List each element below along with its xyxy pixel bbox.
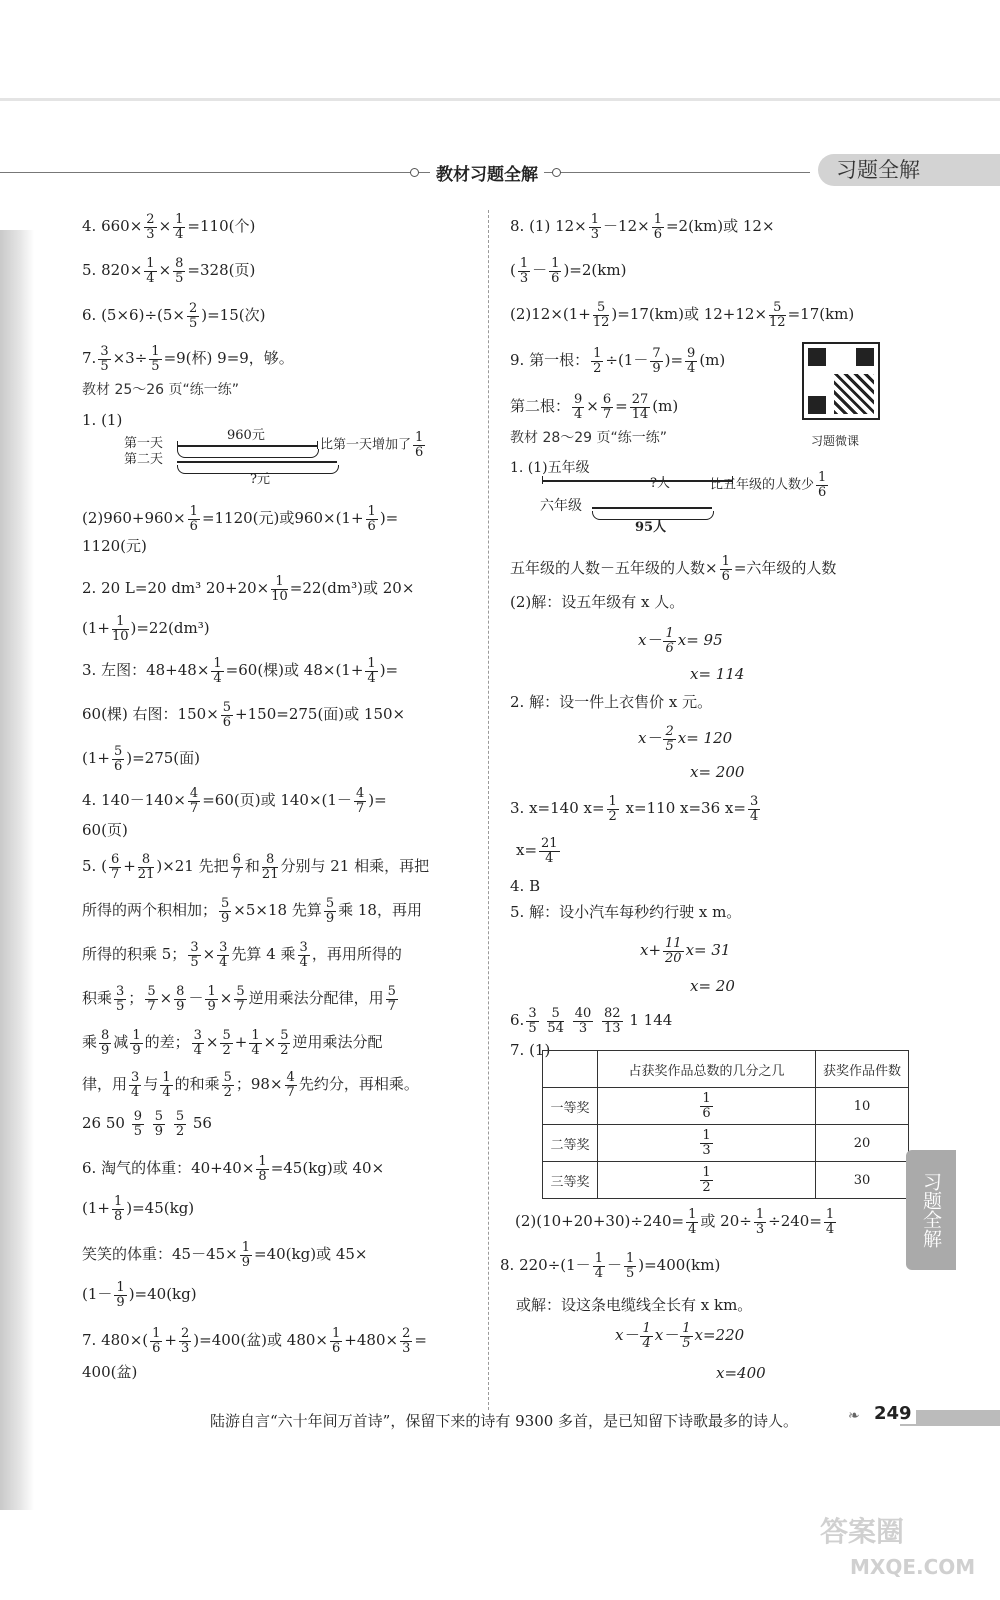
fraction: $\frac{5}{2}$: [223, 1070, 232, 1100]
fraction: $\frac{8}{5}$: [175, 256, 184, 286]
fraction: $\frac{5}{6}$: [222, 700, 232, 730]
answer-line: 2. 20 L=20 dm³ 20+20× $\frac{1}{10}$ =22(dm³)或 20×: [82, 574, 415, 604]
fraction: $\frac{1}{4}$: [825, 1207, 835, 1237]
diagram-note: 比五年级的人数少 $\frac{1}{6}$: [710, 470, 827, 500]
answer-line: 2. 解：设一件上衣售价 x 元。: [510, 693, 713, 711]
header-rule: [0, 172, 810, 173]
diagram-label: 六年级: [540, 498, 582, 514]
answer-line: (1+ $\frac{1}{8}$ )=45(kg): [82, 1194, 195, 1224]
fraction: $\frac{5}{6}$: [113, 744, 123, 774]
table-header-cell: [543, 1051, 598, 1088]
fraction: $\frac{4}{7}$: [355, 786, 365, 816]
side-tab: 习题全解: [906, 1150, 956, 1270]
qr-code[interactable]: [802, 342, 880, 420]
answer-line: x= $\frac{21}{4}$: [516, 836, 558, 866]
answer-line: 3. x=140 x= $\frac{1}{2}$ x=110 x=36 x= $\frac{3}{4}$: [510, 794, 759, 824]
answer-line: (2)(10+20+30)÷240= $\frac{1}{4}$ 或 20÷ $\frac{1}{3}$ ÷240= $\frac{1}{4}$: [515, 1207, 835, 1237]
fraction: $\frac{1}{4}$: [688, 1207, 697, 1237]
fraction: $\frac{8}{21}$: [261, 852, 279, 882]
fraction: $\frac{9}{4}$: [574, 392, 583, 422]
answer-line: 7. $\frac{3}{5}$ ×3÷ $\frac{1}{5}$ =9(杯) 9=9，够。: [82, 344, 294, 374]
diagram-note: 比第一天增加了 $\frac{1}{6}$: [320, 430, 424, 460]
fraction: $\frac{40}{3}$: [574, 1006, 592, 1036]
answer-line: 6. 淘气的体重：40+40× $\frac{1}{8}$ =45(kg)或 40×: [82, 1154, 385, 1184]
table-header-cell: 获奖作品件数: [816, 1051, 909, 1088]
question-label: 1. (1)五年级: [510, 460, 590, 476]
fraction: $\frac{1}{5}$: [682, 1321, 691, 1351]
diagram-label: 第一天: [124, 436, 164, 451]
question-label: 1. (1): [82, 411, 123, 429]
fraction: $\frac{1}{3}$: [755, 1207, 765, 1237]
answer-line: 第二根： $\frac{9}{4}$ × $\frac{6}{7}$ = $\frac{27}{14}$ (m): [510, 392, 679, 422]
section-heading: 教材 28～29 页“练一练”: [510, 430, 668, 446]
fraction: $\frac{1}{2}$: [608, 794, 617, 824]
fraction: $\frac{1}{8}$: [113, 1194, 123, 1224]
bar-tick: [177, 441, 178, 449]
fraction: $\frac{8}{21}$: [137, 852, 155, 882]
brace: [592, 511, 714, 520]
fraction: $\frac{27}{14}$: [631, 392, 649, 422]
fraction: $\frac{6}{7}$: [602, 392, 612, 422]
fraction: $\frac{8}{9}$: [176, 984, 185, 1014]
award-table: [542, 1050, 909, 1199]
answer-line: 所得的两个积相加； $\frac{5}{9}$ ×5×18 先算 $\frac{5}{9}$ 乘 18，再用: [82, 896, 422, 926]
answer-line: 6. (5×6)÷(5× $\frac{2}{5}$ )=15(次): [82, 301, 266, 331]
answer-line: (2)12×(1+ $\frac{5}{12}$ )=17(km)或 12+12× $\frac{5}{12}$ =17(km): [510, 300, 855, 330]
fraction: $\frac{3}{5}$: [190, 940, 199, 970]
fraction: $\frac{3}{4}$: [193, 1028, 202, 1058]
table-cell: 30: [816, 1162, 909, 1199]
fraction: $\frac{1}{6}$: [367, 504, 376, 534]
table-cell: 二等奖: [543, 1125, 598, 1162]
bar-tick: [542, 476, 543, 484]
fraction: $\frac{1}{6}$: [551, 256, 560, 286]
fraction: $\frac{21}{4}$: [541, 836, 558, 866]
header-left-dot: [410, 168, 419, 177]
fraction: $\frac{1}{2}$: [593, 346, 602, 376]
fraction: $\frac{1}{9}$: [207, 984, 216, 1014]
answer-line: 积乘 $\frac{3}{5}$ ； $\frac{5}{7}$ × $\frac{8}{9}$ － $\frac{1}{9}$ × $\frac{5}{7}$ 逆用乘法分配律，用 $\frac{5}{7}$: [82, 984, 396, 1014]
brand-tab: 习题全解: [818, 154, 1000, 186]
fraction: $\frac{6}{7}$: [232, 852, 241, 882]
leaf-icon: ❧: [848, 1408, 860, 1424]
table-row: [543, 1088, 909, 1125]
fraction: $\frac{1}{6}$: [653, 212, 662, 242]
qr-caption: 习题微课: [811, 434, 860, 448]
fraction: $\frac{1}{5}$: [625, 1251, 635, 1281]
answer-line: 乘 $\frac{8}{9}$ 减 $\frac{1}{9}$ 的差； $\frac{3}{4}$ × $\frac{5}{2}$ + $\frac{1}{4}$ × $\frac{5}{2}$ 逆用乘法分配: [82, 1028, 383, 1058]
fraction: $\frac{5}{2}$: [175, 1109, 185, 1139]
fraction: $\frac{5}{9}$: [221, 896, 230, 926]
answer-line: 60(棵) 右图：150× $\frac{5}{6}$ +150=275(面)或 150×: [82, 700, 406, 730]
fraction: $\frac{1}{9}$: [132, 1028, 141, 1058]
watermark-url: MXQE.COM: [850, 1555, 976, 1579]
answer-line: 1120(元): [82, 537, 147, 555]
table-header-row: [543, 1051, 909, 1088]
fraction: $\frac{3}{4}$: [749, 794, 759, 824]
fraction: $\frac{5}{7}$: [387, 984, 396, 1014]
answer-line: 9. 第一根： $\frac{1}{2}$ ÷(1－ $\frac{7}{9}$ )= $\frac{9}{4}$ (m): [510, 346, 726, 376]
equation-line: x= 20: [690, 977, 735, 995]
fraction: $\frac{5}{9}$: [154, 1109, 164, 1139]
fraction: $\frac{1}{4}$: [162, 1070, 171, 1100]
column-divider: [488, 210, 489, 1410]
day2-bar: [177, 461, 337, 463]
answer-line: 笑笑的体重：45－45× $\frac{1}{9}$ =40(kg)或 45×: [82, 1240, 368, 1270]
fraction: $\frac{1}{9}$: [241, 1240, 251, 1270]
question-label: 7. (1): [510, 1041, 551, 1059]
fraction: $\frac{1}{6}$: [721, 554, 730, 584]
answer-line: 8. (1) 12× $\frac{1}{3}$ －12× $\frac{1}{6}$ =2(km)或 12×: [510, 212, 775, 242]
footer-fact: 陆游自言“六十年间万首诗”，保留下来的诗有 9300 多首，是已知留下诗歌最多的诗人。: [210, 1412, 799, 1430]
bar-tick: [317, 441, 318, 449]
fraction: $\frac{2}{5}$: [665, 724, 674, 754]
equation-line: x－ $\frac{2}{5}$ x= 120: [638, 724, 733, 754]
table-cell: 一等奖: [543, 1088, 598, 1125]
fraction: $\frac{3}{4}$: [219, 940, 228, 970]
equation-line: x－ $\frac{1}{6}$ x= 95: [638, 626, 723, 656]
watermark-logo: 答案圈: [820, 1515, 905, 1548]
answer-line: 5. 820× $\frac{1}{4}$ × $\frac{8}{5}$ =328(页): [82, 256, 256, 286]
fraction: $\frac{5}{7}$: [236, 984, 245, 1014]
brace: [177, 449, 319, 458]
table-cell: $\frac{1}{2}$: [598, 1162, 816, 1199]
equation-line: x－ $\frac{1}{4}$ x－ $\frac{1}{5}$ x=220: [615, 1321, 745, 1351]
fraction: $\frac{3}{5}$: [100, 344, 109, 374]
equation-line: x+ $\frac{11}{20}$ x= 31: [640, 936, 731, 966]
fraction: $\frac{1}{9}$: [116, 1280, 125, 1310]
day1-bar: [177, 445, 317, 447]
fraction: $\frac{8}{9}$: [101, 1028, 110, 1058]
fraction: $\frac{11}{20}$: [665, 936, 682, 966]
fraction: $\frac{6}{7}$: [110, 852, 120, 882]
diagram-label: ?元: [250, 472, 270, 487]
table-cell: $\frac{1}{6}$: [598, 1088, 816, 1125]
fraction: $\frac{1}{4}$: [594, 1251, 603, 1281]
answer-line: 400(盆): [82, 1363, 138, 1381]
fraction: $\frac{1}{8}$: [258, 1154, 267, 1184]
page-number: 249: [870, 1403, 916, 1424]
fraction: $\frac{1}{4}$: [251, 1028, 260, 1058]
answer-line: 所得的积乘 5； $\frac{3}{5}$ × $\frac{3}{4}$ 先算 4 乘 $\frac{3}{4}$ ，再用所得的: [82, 940, 402, 970]
fraction: $\frac{1}{5}$: [151, 344, 160, 374]
equation-line: x= 114: [690, 665, 745, 683]
answer-line: 5. ( $\frac{6}{7}$ + $\frac{8}{21}$ )×21 先把 $\frac{6}{7}$ 和 $\frac{8}{21}$ 分别与 21 相乘，再把: [82, 852, 430, 882]
fraction: $\frac{1}{4}$: [175, 212, 184, 242]
equation-line: x= 200: [690, 763, 745, 781]
page-top-edge: [0, 98, 1000, 101]
answer-line: (2)解：设五年级有 x 人。: [510, 593, 685, 611]
section-heading: 教材 25～26 页“练一练”: [82, 382, 240, 398]
answer-line: (1+ $\frac{5}{6}$ )=275(面): [82, 744, 201, 774]
answer-line: 8. 220÷(1－ $\frac{1}{4}$ － $\frac{1}{5}$ )=400(km): [500, 1251, 721, 1281]
fraction: $\frac{1}{6}$: [152, 1326, 161, 1356]
fraction: $\frac{5}{7}$: [147, 984, 156, 1014]
diagram-label: 960元: [227, 428, 265, 443]
fraction: $\frac{3}{4}$: [299, 940, 308, 970]
diagram-label: 第二天: [124, 452, 164, 467]
answer-line: 律，用 $\frac{3}{4}$ 与 $\frac{1}{4}$ 的和乘 $\frac{5}{2}$ ；98× $\frac{4}{7}$ 先约分，再相乘。: [82, 1070, 419, 1100]
fraction: $\frac{2}{3}$: [402, 1326, 411, 1356]
table-cell: 三等奖: [543, 1162, 598, 1199]
fraction: $\frac{3}{5}$: [528, 1006, 537, 1036]
table-cell: 20: [816, 1125, 909, 1162]
fraction: $\frac{4}{7}$: [189, 786, 199, 816]
grade6-bar: [592, 507, 712, 509]
page-header-title: 教材习题全解: [430, 160, 544, 185]
fraction: $\frac{2}{3}$: [146, 212, 155, 242]
fraction: $\frac{1}{6}$: [818, 470, 827, 500]
torn-page-edge: [0, 230, 34, 1510]
fraction: $\frac{7}{9}$: [652, 346, 661, 376]
answer-line: 7. 480×( $\frac{1}{6}$ + $\frac{2}{3}$ )=400(盆)或 480× $\frac{1}{6}$ +480× $\frac{2}{3}$ =: [82, 1326, 427, 1356]
answer-line: (1－ $\frac{1}{9}$ )=40(kg): [82, 1280, 197, 1310]
fraction: $\frac{1}{3}$: [590, 212, 600, 242]
fraction: $\frac{1}{3}$: [519, 256, 529, 286]
fraction: $\frac{9}{4}$: [687, 346, 696, 376]
fraction: $\frac{1}{6}$: [332, 1326, 341, 1356]
fraction: $\frac{3}{5}$: [116, 984, 125, 1014]
answer-line: 五年级的人数－五年级的人数× $\frac{1}{6}$ =六年级的人数: [510, 554, 837, 584]
answer-line: 或解：设这条电缆线全长有 x km。: [516, 1296, 753, 1314]
table-cell: 10: [816, 1088, 909, 1125]
fraction: $\frac{5}{9}$: [325, 896, 335, 926]
fraction: $\frac{5}{54}$: [547, 1006, 564, 1036]
answer-line: 26 50 $\frac{9}{5}$ $\frac{5}{9}$ $\frac{5}{2}$ 56: [82, 1109, 212, 1139]
fraction: $\frac{1}{4}$: [367, 656, 376, 686]
fraction: $\frac{2}{5}$: [188, 301, 198, 331]
fraction: $\frac{5}{2}$: [222, 1028, 231, 1058]
table-header-cell: 占获奖作品总数的几分之几: [598, 1051, 816, 1088]
fraction: $\frac{3}{4}$: [131, 1070, 140, 1100]
fraction: $\frac{1}{10}$: [111, 614, 129, 644]
fraction: $\frac{1}{4}$: [146, 256, 155, 286]
table-cell: $\frac{1}{3}$: [598, 1125, 816, 1162]
fraction: $\frac{5}{2}$: [280, 1028, 289, 1058]
fraction: $\frac{5}{12}$: [592, 300, 610, 330]
fraction: $\frac{5}{12}$: [769, 300, 786, 330]
answer-line: 60(页): [82, 821, 128, 839]
fraction: $\frac{9}{5}$: [133, 1109, 142, 1139]
answer-line: 4. 660× $\frac{2}{3}$ × $\frac{1}{4}$ =110(个): [82, 212, 256, 242]
answer-line: ( $\frac{1}{3}$ － $\frac{1}{6}$ )=2(km): [510, 256, 627, 286]
header-right-dot: [552, 168, 561, 177]
answer-line: 5. 解：设小汽车每秒约行驶 x m。: [510, 903, 742, 921]
table-row: [543, 1125, 909, 1162]
fraction: $\frac{1}{4}$: [642, 1321, 651, 1351]
answer-line: (2)960+960× $\frac{1}{6}$ =1120(元)或960×(1+ $\frac{1}{6}$ )=: [82, 504, 399, 534]
grade5-bar: [542, 480, 732, 482]
answer-line: 3. 左图：48+48× $\frac{1}{4}$ =60(棵)或 48×(1+ $\frac{1}{4}$ )=: [82, 656, 399, 686]
diagram-label: 95人: [635, 520, 667, 535]
answer-line: 4. 140－140× $\frac{4}{7}$ =60(页)或 140×(1－ $\frac{4}{7}$ )=: [82, 786, 387, 816]
fraction: $\frac{1}{4}$: [213, 656, 222, 686]
fraction: $\frac{2}{3}$: [181, 1326, 190, 1356]
answer-line: (1+ $\frac{1}{10}$ )=22(dm³): [82, 614, 210, 644]
fraction: $\frac{82}{13}$: [604, 1006, 621, 1036]
table-row: [543, 1162, 909, 1199]
answer-line: 4. B: [510, 877, 541, 895]
answer-line: 6. $\frac{3}{5}$ $\frac{5}{54}$ $\frac{40}{3}$ $\frac{82}{13}$ 1 144: [510, 1006, 673, 1036]
fraction: $\frac{1}{6}$: [189, 504, 198, 534]
diagram-label: ?人: [650, 476, 670, 491]
fraction: $\frac{1}{6}$: [665, 626, 674, 656]
fraction: $\frac{4}{7}$: [286, 1070, 295, 1100]
fraction: $\frac{1}{6}$: [415, 430, 424, 460]
equation-line: x=400: [716, 1364, 766, 1382]
fraction: $\frac{1}{10}$: [271, 574, 288, 604]
